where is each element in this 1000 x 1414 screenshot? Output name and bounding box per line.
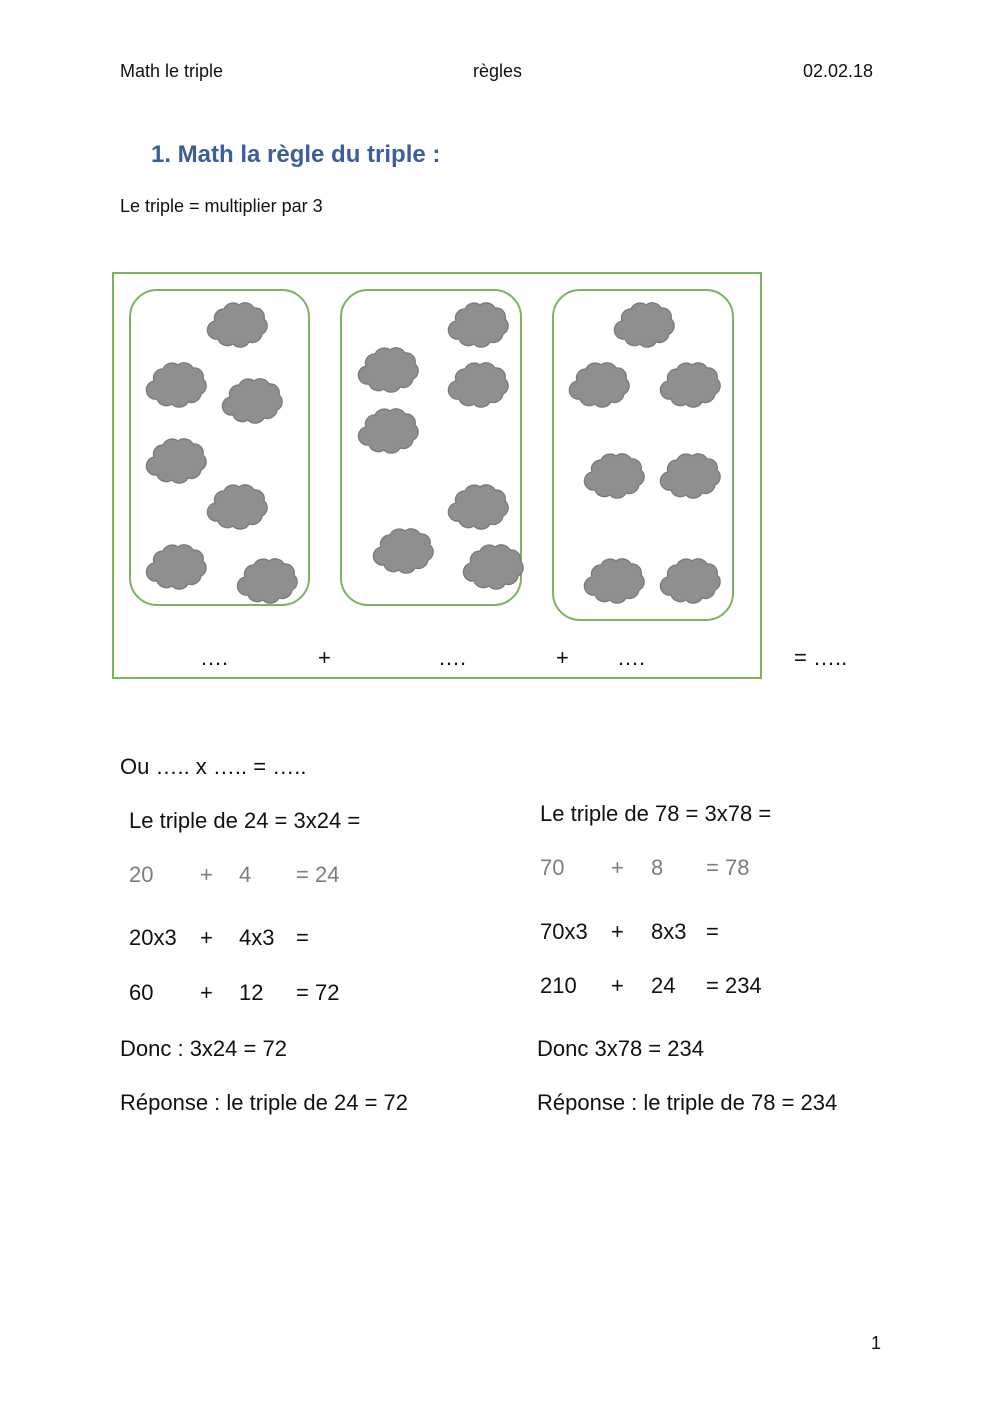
left-row2-a: 20x3 bbox=[129, 925, 177, 950]
right-row1-eq: = 78 bbox=[706, 855, 750, 880]
clouds-layer bbox=[0, 0, 1000, 700]
right-row2-op: + bbox=[611, 919, 624, 944]
left-row1-b: 4 bbox=[239, 862, 252, 887]
left-row1-op: + bbox=[200, 862, 213, 887]
right-row2-eq: = bbox=[706, 919, 719, 944]
section-title: 1. Math la règle du triple : bbox=[151, 141, 441, 168]
cloud-icon bbox=[463, 545, 523, 589]
left-row2-eq: = bbox=[296, 925, 309, 950]
right-reponse: Réponse : le triple de 78 = 234 bbox=[537, 1090, 838, 1115]
cloud-icon bbox=[373, 529, 433, 573]
left-row2-op: + bbox=[200, 925, 213, 950]
rule-subtitle: Le triple = multiplier par 3 bbox=[120, 196, 323, 216]
right-row3-op: + bbox=[611, 973, 624, 998]
left-row3-op: + bbox=[200, 980, 213, 1005]
plus-sign-1: + bbox=[318, 645, 331, 670]
cloud-icon bbox=[569, 363, 629, 407]
right-row1-a: 70 bbox=[540, 855, 565, 880]
right-heading: Le triple de 78 = 3x78 = bbox=[540, 801, 772, 826]
right-row1-op: + bbox=[611, 855, 624, 880]
right-row2-a: 70x3 bbox=[540, 919, 588, 944]
left-heading: Le triple de 24 = 3x24 = bbox=[129, 808, 361, 833]
page-number: 1 bbox=[871, 1333, 882, 1353]
blank-3: …. bbox=[617, 645, 646, 670]
header-left: Math le triple bbox=[120, 61, 224, 81]
left-row2-b: 4x3 bbox=[239, 925, 275, 950]
cloud-icon bbox=[448, 303, 508, 347]
cloud-icon bbox=[237, 559, 297, 603]
cloud-icon bbox=[207, 303, 267, 347]
cloud-icon bbox=[146, 363, 206, 407]
right-row3-a: 210 bbox=[540, 973, 577, 998]
left-row1-a: 20 bbox=[129, 862, 154, 887]
blank-1: …. bbox=[200, 645, 229, 670]
cloud-icon bbox=[146, 545, 206, 589]
left-row3-a: 60 bbox=[129, 980, 154, 1005]
right-row1-b: 8 bbox=[651, 855, 664, 880]
cloud-icon bbox=[660, 454, 720, 498]
cloud-icon bbox=[448, 485, 508, 529]
blank-2: …. bbox=[438, 645, 467, 670]
sum-result: = ….. bbox=[794, 645, 848, 670]
left-row3-eq: = 72 bbox=[296, 980, 340, 1005]
cloud-icon bbox=[584, 454, 644, 498]
right-row3-b: 24 bbox=[651, 973, 676, 998]
ou-line: Ou ….. x ….. = ….. bbox=[120, 754, 307, 779]
plus-sign-2: + bbox=[556, 645, 569, 670]
cloud-icon bbox=[207, 485, 267, 529]
cloud-icon bbox=[448, 363, 508, 407]
left-row3-b: 12 bbox=[239, 980, 264, 1005]
right-row2-b: 8x3 bbox=[651, 919, 687, 944]
header-right: 02.02.18 bbox=[803, 61, 874, 81]
cloud-icon bbox=[358, 348, 418, 392]
cloud-icon bbox=[358, 409, 418, 453]
left-reponse: Réponse : le triple de 24 = 72 bbox=[120, 1090, 409, 1115]
cloud-icon bbox=[660, 363, 720, 407]
cloud-icon bbox=[614, 303, 674, 347]
cloud-icon bbox=[222, 379, 282, 423]
header-center: règles bbox=[473, 61, 523, 81]
left-donc: Donc : 3x24 = 72 bbox=[120, 1036, 287, 1061]
cloud-icon bbox=[146, 439, 206, 483]
right-row3-eq: = 234 bbox=[706, 973, 762, 998]
left-row1-eq: = 24 bbox=[296, 862, 340, 887]
cloud-icon bbox=[584, 559, 644, 603]
cloud-icon bbox=[660, 559, 720, 603]
right-donc: Donc 3x78 = 234 bbox=[537, 1036, 704, 1061]
